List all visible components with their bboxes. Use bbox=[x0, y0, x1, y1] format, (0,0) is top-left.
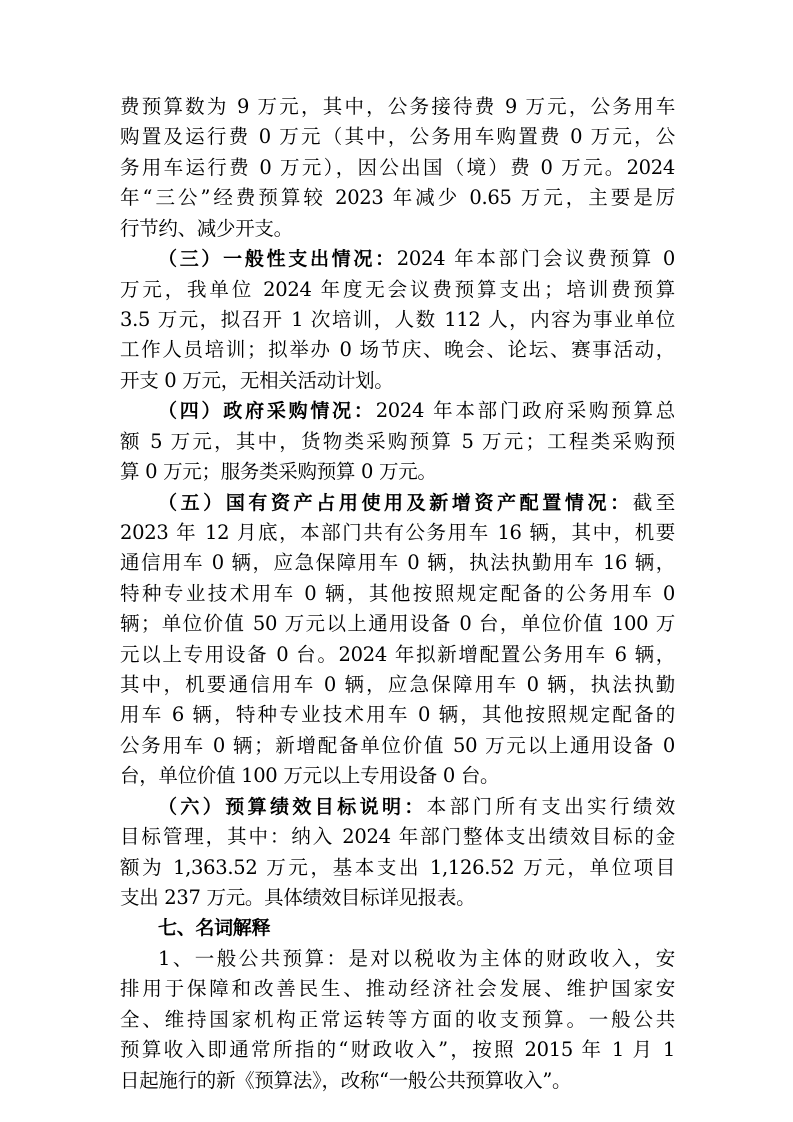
line-text: 2024 年本部门政府采购预算总 bbox=[375, 399, 675, 422]
line-text: 工作人员培训；拟举办 0 场节庆、晚会、论坛、赛事活动， bbox=[120, 338, 675, 361]
text-line bbox=[120, 1035, 675, 1065]
line-text: 万元，我单位 2024 年度无会议费预算支出；培训费预算 bbox=[120, 278, 675, 301]
line-text: 通信用车 0 辆，应急保障用车 0 辆，执法执勤用车 16 辆， bbox=[120, 551, 675, 574]
section-line bbox=[158, 792, 675, 822]
text-line bbox=[120, 335, 675, 365]
line-text: 排用于保障和改善民生、推动经济社会发展、维护国家安 bbox=[120, 977, 675, 1000]
line-text: 支出 237 万元。具体绩效目标详见报表。 bbox=[120, 886, 476, 909]
text-line bbox=[120, 366, 675, 396]
line-text: 1、一般公共预算：是对以税收为主体的财政收入，安 bbox=[158, 947, 675, 970]
line-text: 目标管理，其中：纳入 2024 年部门整体支出绩效目标的金 bbox=[120, 825, 675, 848]
line-text: 3.5 万元，拟召开 1 次培训，人数 112 人，内容为事业单位 bbox=[120, 308, 675, 331]
line-text: 公务用车 0 辆；新增配备单位价值 50 万元以上通用设备 0 bbox=[120, 734, 675, 757]
line-text: 额 5 万元，其中，货物类采购预算 5 万元；工程类采购预 bbox=[120, 430, 675, 453]
section-heading: （五）国有资产占用使用及新增资产配置情况： bbox=[158, 492, 633, 514]
line-text: 辆；单位价值 50 万元以上通用设备 0 台，单位价值 100 万 bbox=[120, 612, 675, 635]
section-heading: （六）预算绩效目标说明： bbox=[158, 796, 427, 818]
line-text: 日起施行的新《预算法》，改称“一般公共预算收入”。 bbox=[120, 1069, 572, 1092]
text-line bbox=[120, 183, 675, 213]
text-line bbox=[120, 1005, 675, 1035]
line-text: 算 0 万元；服务类采购预算 0 万元。 bbox=[120, 460, 437, 483]
line-text: 特种专业技术用车 0 辆，其他按照规定配备的公务用车 0 bbox=[120, 582, 675, 605]
text-line bbox=[120, 731, 675, 761]
text-line bbox=[120, 214, 675, 244]
text-line bbox=[120, 457, 675, 487]
text-line bbox=[120, 822, 675, 852]
text-line bbox=[120, 700, 675, 730]
section-line bbox=[158, 244, 675, 274]
text-line bbox=[120, 122, 675, 152]
text-line bbox=[120, 579, 675, 609]
line-text: 开支 0 万元，无相关活动计划。 bbox=[120, 369, 394, 392]
text-line bbox=[120, 1066, 675, 1096]
text-line bbox=[120, 275, 675, 305]
line-text: 购置及运行费 0 万元（其中，公务用车购置费 0 万元，公 bbox=[120, 125, 675, 148]
line-text: 2024 年本部门会议费预算 0 bbox=[396, 247, 675, 270]
line-text: 行节约、减少开支。 bbox=[120, 217, 293, 240]
text-line bbox=[120, 92, 675, 122]
text-line bbox=[120, 853, 675, 883]
section-line bbox=[158, 913, 675, 943]
section-heading: 七、名词解释 bbox=[158, 917, 271, 939]
text-line bbox=[120, 974, 675, 1004]
text-line bbox=[158, 944, 675, 974]
line-text: 其中，机要通信用车 0 辆，应急保障用车 0 辆，执法执勤 bbox=[120, 673, 675, 696]
line-text: 用车 6 辆，特种专业技术用车 0 辆，其他按照规定配备的 bbox=[120, 703, 675, 726]
line-text: 全、维持国家机构正常运转等方面的收支预算。一般公共 bbox=[120, 1008, 675, 1031]
text-line bbox=[120, 761, 675, 791]
line-text: 预算收入即通常所指的“财政收入”，按照 2015 年 1 月 1 bbox=[120, 1038, 675, 1061]
text-line bbox=[120, 548, 675, 578]
line-text: 年“三公”经费预算较 2023 年减少 0.65 万元，主要是厉 bbox=[120, 186, 675, 209]
section-line bbox=[158, 396, 675, 426]
text-line bbox=[120, 609, 675, 639]
line-text: 元以上专用设备 0 台。2024 年拟新增配置公务用车 6 辆， bbox=[120, 643, 675, 666]
line-text: 2023 年 12 月底，本部门共有公务用车 16 辆，其中，机要 bbox=[120, 521, 675, 544]
text-line bbox=[120, 670, 675, 700]
line-text: 额为 1,363.52 万元，基本支出 1,126.52 万元，单位项目 bbox=[120, 856, 675, 879]
text-line bbox=[120, 153, 675, 183]
section-line bbox=[158, 488, 675, 518]
text-line bbox=[120, 305, 675, 335]
section-heading: （四）政府采购情况： bbox=[158, 400, 376, 422]
line-text: 本部门所有支出实行绩效 bbox=[426, 795, 675, 818]
line-text: 费预算数为 9 万元，其中，公务接待费 9 万元，公务用车 bbox=[120, 95, 675, 118]
text-line bbox=[120, 640, 675, 670]
text-line bbox=[120, 518, 675, 548]
text-line bbox=[120, 427, 675, 457]
line-text: 台，单位价值 100 万元以上专用设备 0 台。 bbox=[120, 764, 500, 787]
line-text: 务用车运行费 0 万元），因公出国（境）费 0 万元。2024 bbox=[120, 156, 675, 179]
text-line bbox=[120, 883, 675, 913]
line-text: 截至 bbox=[632, 491, 676, 514]
section-heading: （三）一般性支出情况： bbox=[158, 248, 397, 270]
